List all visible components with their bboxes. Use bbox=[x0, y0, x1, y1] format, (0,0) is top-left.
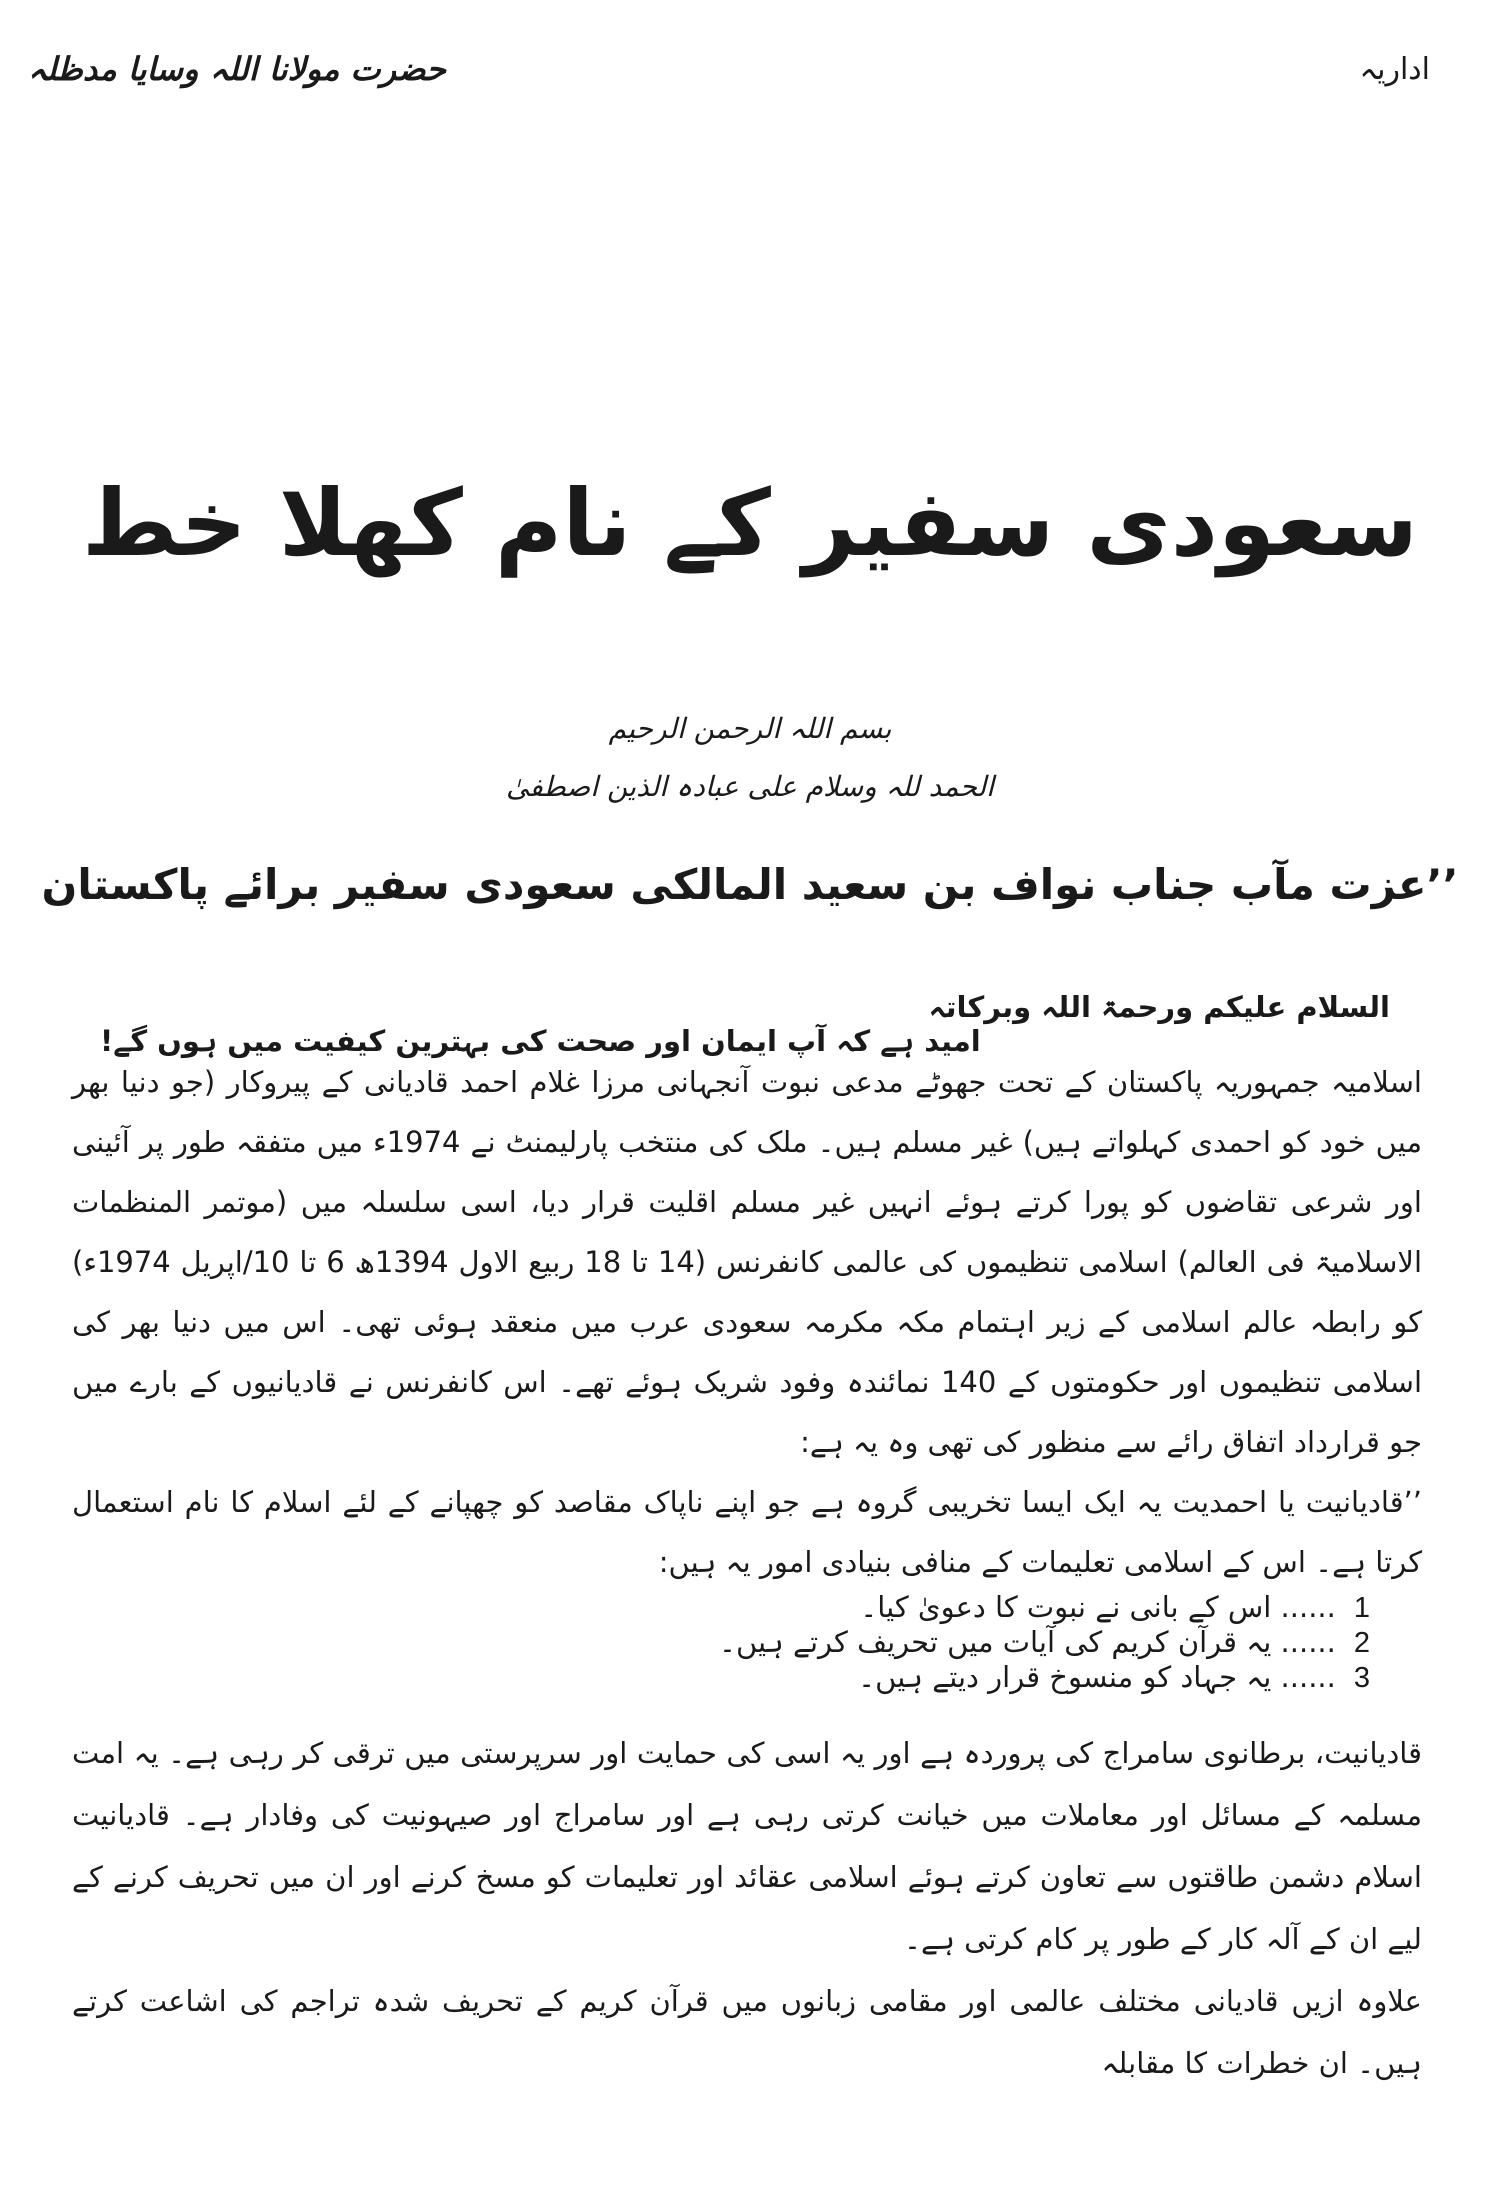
list-row bbox=[150, 1660, 1370, 1695]
hamd: الحمد للہ وسلام علی عبادہ الذین اصطفیٰ bbox=[506, 770, 994, 803]
greeting-wish: امید ہے کہ آپ ایمان اور صحت کی بہترین کیفیت میں ہوں گے! bbox=[100, 1024, 981, 1058]
author-name: حضرت مولانا اللہ وسایا مدظلہ bbox=[28, 50, 446, 88]
list-number: 1 bbox=[1353, 1592, 1370, 1624]
list-number: 2 bbox=[1353, 1627, 1370, 1659]
list-dots: ...... bbox=[1280, 1590, 1336, 1624]
greeting-row bbox=[100, 990, 1390, 1058]
list-item bbox=[860, 1590, 1370, 1625]
list-dots: ...... bbox=[1280, 1625, 1336, 1659]
paragraph-3: قادیانیت، برطانوی سامراج کی پروردہ ہے اور یہ اسی کی حمایت اور سرپرستی میں ترقی کر رہی ہے۔ یہ امت مسلمہ کے مسائل اور معاملات میں خیانت کرتی رہی ہے اور سامراج اور صیہونیت کی وفادار ہے۔ قادیانیت اسلام دشمن طاقتوں سے تعاون کرتے ہوئے اسلامی عقائد اور تعلیمات کو مسخ کرنے اور ان میں تحریف کرنے کے لیے ان کے آلہ کار کے طور پر کام کرتی ہے۔ bbox=[72, 1736, 1422, 1956]
list-text: یہ قرآن کریم کی آیات میں تحریف کرتے ہیں۔ bbox=[718, 1625, 1272, 1659]
paragraph-2: ’’قادیانیت یا احمدیت یہ ایک ایسا تخریبی گروہ ہے جو اپنے ناپاک مقاصد کو چھپانے کے لئے اسلام کا نام استعمال کرتا ہے۔ اس کے اسلامی تعلیمات کے منافی بنیادی امور یہ ہیں: bbox=[72, 1485, 1422, 1579]
list-row bbox=[150, 1590, 1370, 1660]
section-label: اداریہ bbox=[1359, 52, 1430, 87]
letter-body bbox=[72, 1052, 1422, 1592]
list-dots: ...... bbox=[1280, 1660, 1336, 1694]
list-number: 3 bbox=[1353, 1662, 1370, 1694]
basmala: بسم اللہ الرحمن الرحیم bbox=[608, 712, 892, 745]
paragraph-4: علاوہ ازیں قادیانی مختلف عالمی اور مقامی زبانوں میں قرآن کریم کے تحریف شدہ تراجم کی اشاعت کرتے ہیں۔ ان خطرات کا مقابلہ bbox=[72, 1984, 1422, 2080]
page-title: سعودی سفیر کے نام کھلا خط bbox=[81, 470, 1419, 577]
list-text: اس کے بانی نے نبوت کا دعویٰ کیا۔ bbox=[860, 1590, 1272, 1624]
addressee-line: ’’عزت مآب جناب نواف بن سعید المالکی سعودی سفیر برائے پاکستان bbox=[41, 860, 1459, 909]
list-item bbox=[858, 1660, 1370, 1695]
greeting-salam: السلام علیکم ورحمۃ اللہ وبرکاتہ bbox=[928, 990, 1390, 1024]
letter-body-continued bbox=[72, 1722, 1422, 2094]
list-text: یہ جہاد کو منسوخ قرار دیتے ہیں۔ bbox=[858, 1660, 1272, 1694]
list-item bbox=[719, 1625, 1370, 1660]
paragraph-1: اسلامیہ جمہوریہ پاکستان کے تحت جھوٹے مدعی نبوت آنجہانی مرزا غلام احمد قادیانی کے پیروکار (جو دنیا بھر میں خود کو احمدی کہلواتے ہیں) غیر مسلم ہیں۔ ملک کی منتخب پارلیمنٹ نے 1974ء میں متفقہ طور پر آئینی اور شرعی تقاضوں کو پورا کرتے ہوئے انہیں غیر مسلم اقلیت قرار دیا، اسی سلسلہ میں (موتمر المنظمات الاسلامیۃ فی العالم) اسلامی تنظیموں کی عالمی کانفرنس (14 تا 18 ربیع الاول 1394ھ 6 تا 10/اپریل 1974ء) کو رابطہ عالم اسلامی کے زیر اہتمام مکہ مکرمہ سعودی عرب میں منعقد ہوئی تھی۔ اس میں دنیا بھر کی اسلامی تنظیموں اور حکومتوں کے 140 نمائندہ وفود شریک ہوئے تھے۔ اس کانفرنس نے قادیانیوں کے بارے میں جو قرارداد اتفاق رائے سے منظور کی تھی وہ یہ ہے: bbox=[72, 1065, 1423, 1459]
